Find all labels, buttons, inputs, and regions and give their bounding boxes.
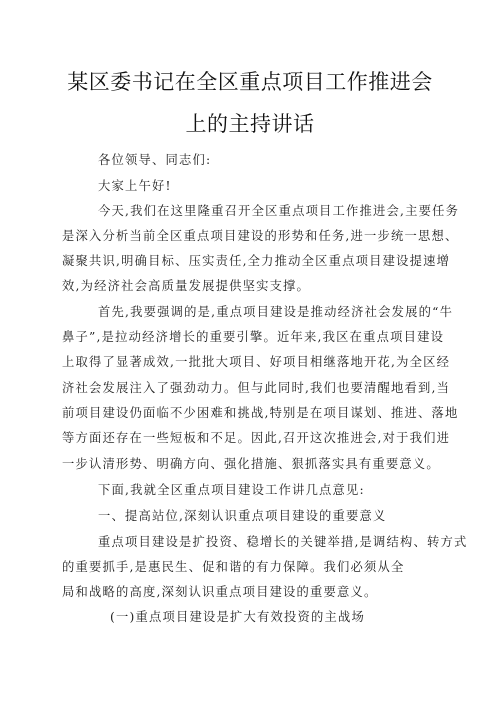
paragraph-2-line-1: 首先,我要强调的是,重点项目建设是推动经济社会发展的“牛: [98, 305, 454, 319]
paragraph-1-line-4: 效,为经济社会高质量发展提供坚实支撑。: [62, 279, 311, 293]
paragraph-4-line-3: 局和战略的高度,深刻认识重点项目建设的重要意义。: [62, 585, 378, 599]
section-heading-1: 一、提高站位,深刻认识重点项目建设的重要意义: [98, 509, 387, 523]
document-title-line-1: 某区委书记在全区重点项目工作推进会: [67, 70, 433, 94]
paragraph-3-line-1: 下面,我就全区重点项目建设工作讲几点意见:: [98, 483, 365, 497]
paragraph-1-line-3: 凝聚共识,明确目标、压实责任,全力推动全区重点项目建设提速增: [62, 254, 451, 268]
paragraph-2-line-3: 上取得了显著成效,一批批大项目、好项目相继落地开花,为全区经: [62, 355, 451, 369]
paragraph-4-line-1: 重点项目建设是扩投资、稳增长的关键举措,是调结构、转方式: [98, 535, 468, 549]
paragraph-1-line-2: 是深入分析当前全区重点项目建设的形势和任务,进一步统一思想、: [62, 229, 459, 243]
paragraph-4-line-2: 的重要抓手,是惠民生、促和谐的有力保障。我们必须从全: [62, 560, 405, 574]
document-title-line-2: 上的主持讲话: [185, 112, 315, 136]
subsection-heading-1: (一)重点项目建设是扩大有效投资的主战场: [110, 610, 365, 624]
paragraph-2-line-5: 前项目建设仍面临不少困难和挑战,特别是在项目谋划、推进、落地: [62, 406, 459, 420]
paragraph-2-line-6: 等方面还存在一些短板和不足。因此,召开这次推进会,对于我们进: [62, 431, 451, 445]
paragraph-2-line-2: 鼻子”,是拉动经济增长的重要引擎。近年来,我区在重点项目建设: [62, 330, 445, 344]
salutation: 各位领导、同志们:: [98, 153, 212, 167]
paragraph-1-line-1: 今天,我们在这里隆重召开全区重点项目工作推进会,主要任务: [98, 204, 460, 218]
paragraph-2-line-7: 一步认清形势、明确方向、强化措施、狠抓落实具有重要意义。: [62, 457, 440, 471]
greeting: 大家上午好!: [98, 179, 172, 193]
paragraph-2-line-4: 济社会发展注入了强劲动力。但与此同时,我们也要清醒地看到,当: [62, 381, 451, 395]
